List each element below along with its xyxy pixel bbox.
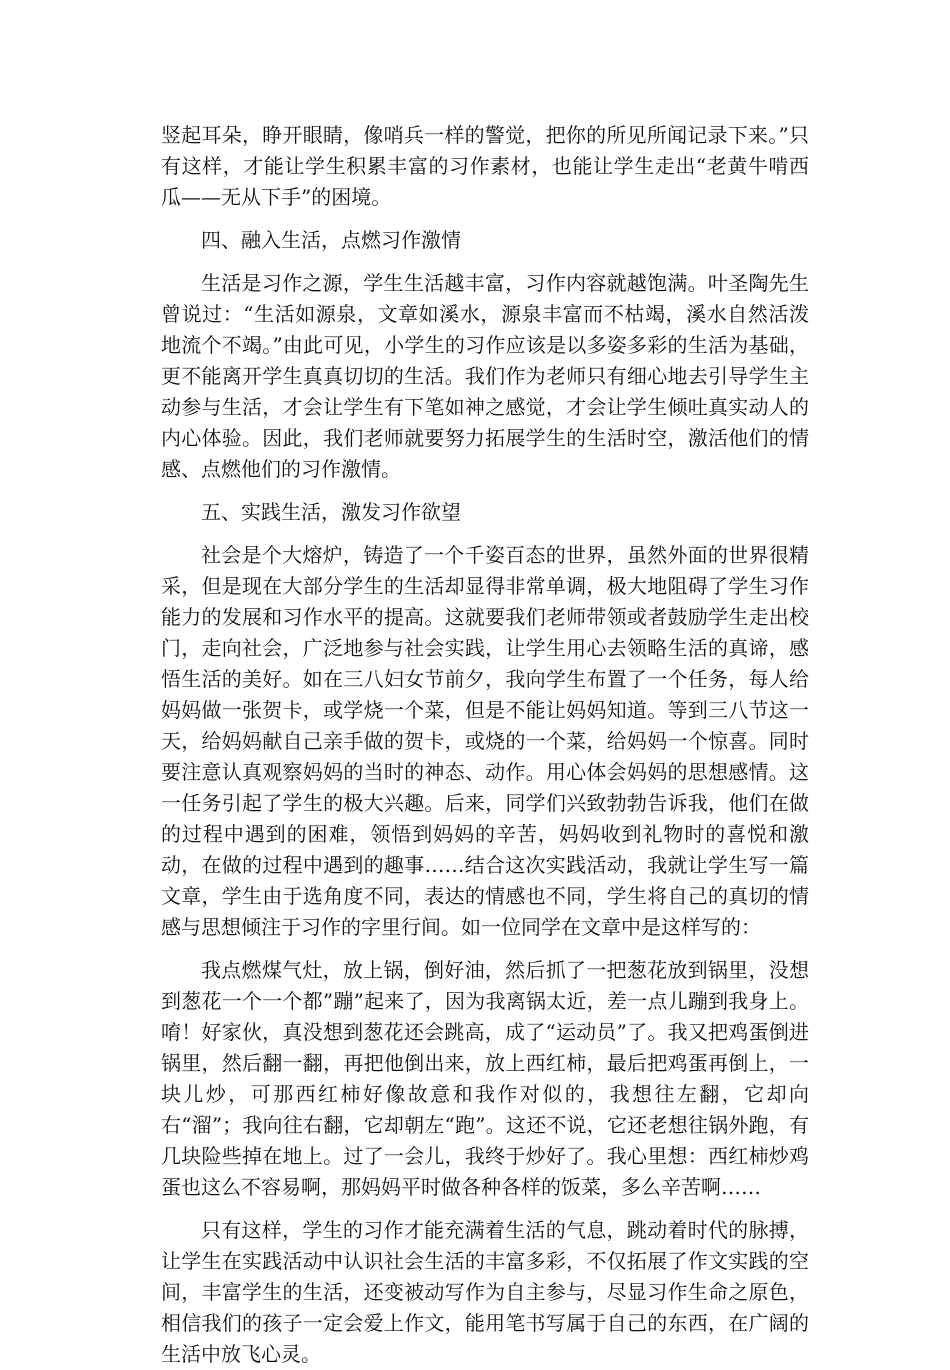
section-heading-5: 五、实践生活，激发习作欲望 [201,500,461,524]
paragraph-student-quote: 我点燃煤气灶，放上锅，倒好油，然后抓了一把葱花放到锅里，没想到葱花一个一个都”蹦”起来了，因为我离锅太近，差一点儿蹦到我身上。唷！好家伙，真没想到葱花还会跳高，成了“运动员”了。我又把鸡蛋倒进锅里，然后翻一翻，再把他倒出来，放上西红柿，最后把鸡蛋再倒上，一块儿炒，可那西红柿好像故意和我作对似的，我想往左翻，它却向右“溜”；我向往右翻，它却朝左“跑”。这还不说，它还老想往锅外跑，有几块险些掉在地上。过了一会儿，我终于炒好了。我心里想：西红柿炒鸡蛋也这么不容易啊，那妈妈平时做各种各样的饭菜，多么辛苦啊…… [161,958,809,1199]
paragraph-practice: 社会是个大熔炉，铸造了一个千姿百态的世界，虽然外面的世界很精采，但是现在大部分学生的生活却显得非常单调，极大地阻碍了学生习作能力的发展和习作水平的提高。这就要我们老师带领或者鼓励学生走出校门，走向社会，广泛地参与社会实践，让学生用心去领略生活的真谛，感悟生活的美好。如在三八妇女节前夕，我向学生布置了一个任务，每人给妈妈做一张贺卡，或学烧一个菜，但是不能让妈妈知道。等到三八节这一天，给妈妈献自己亲手做的贺卡，或烧的一个菜，给妈妈一个惊喜。同时要注意认真观察妈妈的当时的神态、动作。用心体会妈妈的思想感情。这一任务引起了学生的极大兴趣。后来，同学们兴致勃勃告诉我，他们在做的过程中遇到的困难，领悟到妈妈的辛苦，妈妈收到礼物时的喜悦和激动，在做的过程中遇到的趣事……结合这次实践活动，我就让学生写一篇文章，学生由于选角度不同，表达的情感也不同，学生将自己的真切的情感与思想倾注于习作的字里行间。如一位同学在文章中是这样写的： [161,543,809,939]
paragraph-life-source: 生活是习作之源，学生生活越丰富，习作内容就越饱满。叶圣陶先生曾说过：“生活如源泉，文章如溪水，源泉丰富而不枯竭，溪水自然活泼地流个不竭。”由此可见，小学生的习作应该是以多姿多彩的生活为基础，更不能离开学生真真切切的生活。我们作为老师只有细心地去引导学生主动参与生活，才会让学生有下笔如神之感觉，才会让学生倾吐真实动人的内心体验。因此，我们老师就要努力拓展学生的生活时空，激活他们的情感、点燃他们的习作激情。 [161,271,809,481]
document-page [161,120,809,1370]
paragraph-continued: 竖起耳朵，睁开眼睛，像哨兵一样的警觉，把你的所见所闻记录下来。”只有这样，才能让学生积累丰富的习作素材，也能让学生走出“老黄牛啃西瓜——无从下手”的困境。 [161,123,809,209]
paragraph-conclusion: 只有这样，学生的习作才能充满着生活的气息，跳动着时代的脉搏，让学生在实践活动中认识社会生活的丰富多彩，不仅拓展了作文实践的空间，丰富学生的生活，还变被动写作为自主参与，尽显习作生命之原色，相信我们的孩子一定会爱上作文，能用笔书写属于自己的东西，在广阔的生活中放飞心灵。 [161,1218,809,1366]
section-heading-4: 四、融入生活，点燃习作激情 [201,228,461,252]
